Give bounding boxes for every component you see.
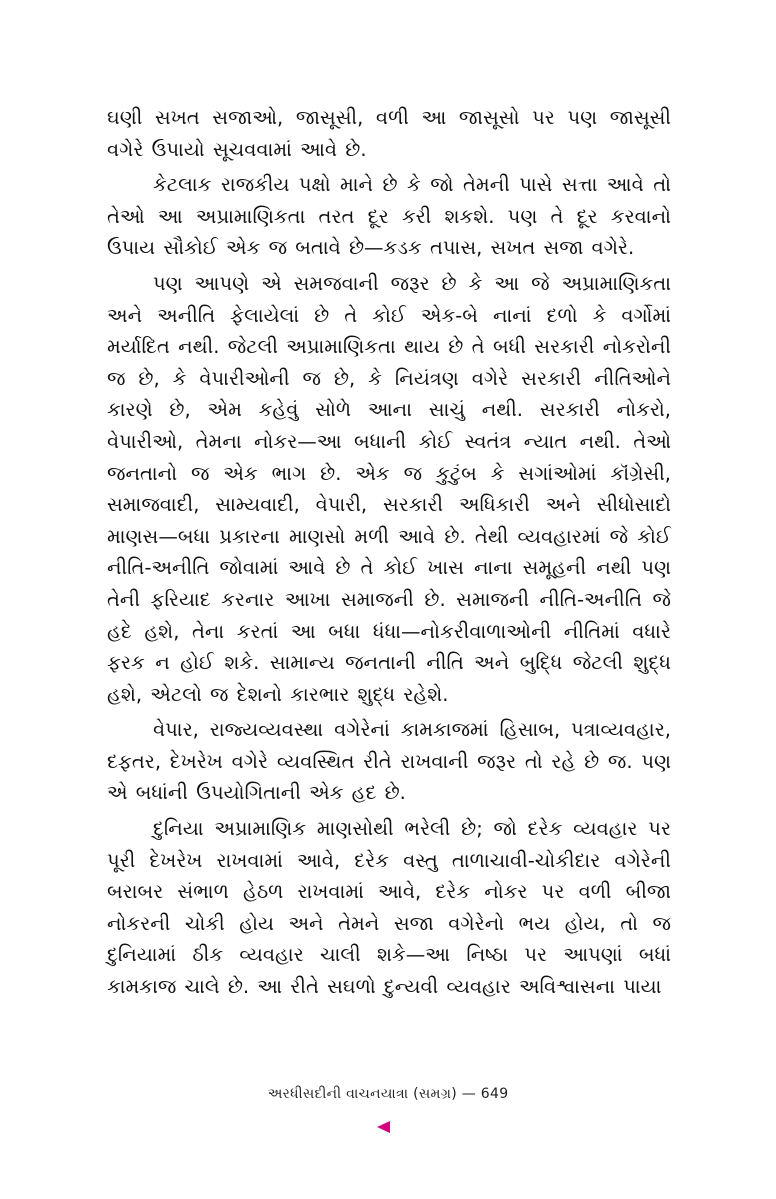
paragraph-5: દુનિયા અપ્રામાણિક માણસોથી ભરેલી છે; જો દરેક વ્યવહાર પર પૂરી દેખરેખ રાખવામાં આવે, દરેક વસ્તુ તાળાચાવી-ચોકીદાર વગેરેની બરાબર સંભાળ હેઠળ રાખવામાં આવે, દરેક નોકર પર વળી બીજા નોકરની ચોકી હોય અને તેમને સજા વગેરેનો ભય હોય, તો જ દુનિયામાં ઠીક વ્યવહાર ચાલી શકે—આ નિષ્ઠા પર આપણાં બધાં કામકાજ ચાલે છે. આ રીતે સઘળો દુન્યવી વ્યવહાર અવિશ્વાસના પાયા	[107, 817, 671, 999]
paragraph-1: ઘણી સખત સજાઓ, જાસૂસી, વળી આ જાસૂસો પર પણ જાસૂસી વગેરે ઉપાયો સૂચવવામાં આવે છે.	[107, 106, 671, 161]
body-text	[107, 102, 671, 1003]
paragraph-4: વેપાર, રાજ્યવ્યવસ્થા વગેરેનાં કામકાજમાં હિસાબ, પત્રાવ્યવહાર, દફતર, દેખરેખ વગેરે વ્યવસ્થિત રીતે રાખવાની જરૂર તો રહે છે જ. પણ એ બધાંની ઉપયોગિતાની એક હદ છે.	[107, 718, 671, 805]
paragraph-2: કેટલાક રાજકીય પક્ષો માને છે કે જો તેમની પાસે સત્તા આવે તો તેઓ આ અપ્રામાણિકતા તરત દૂર કરી શકશે. પણ તે દૂર કરવાનો ઉપાય સૌકોઈ એક જ બતાવે છે—કડક તપાસ, સખત સજા વગેરે.	[107, 173, 671, 260]
paragraph-3: પણ આપણે એ સમજવાની જરૂર છે કે આ જે અપ્રામાણિકતા અને અનીતિ ફેલાયેલાં છે તે કોઈ એક-બે નાનાં દળો કે વર્ગોમાં મર્યાદિત નથી. જેટલી અપ્રામાણિકતા થાય છે તે બધી સરકારી નોકરોની જ છે, કે વેપારીઓની જ છે, કે નિયંત્રણ વગેરે સરકારી નીતિઓને કારણે છે, એમ કહેવું સોળે આના સાચું નથી. સરકારી નોકરો, વેપારીઓ, તેમના નોકર—આ બધાની કોઈ સ્વતંત્ર ન્યાત નથી. તેઓ જનતાનો જ એક ભાગ છે. એક જ કુટુંબ કે સગાંઓમાં કૉંગ્રેસી, સમાજવાદી, સામ્યવાદી, વેપારી, સરકારી અધિકારી અને સીધોસાદો માણસ—બધા પ્રકારના માણસો મળી આવે છે. તેથી વ્યવહારમાં જે કોઈ નીતિ-અનીતિ જોવામાં આવે છે તે કોઈ ખાસ નાના સમૂહની નથી પણ તેની ફરિયાદ કરનાર આખા સમાજની છે. સમાજની નીતિ-અનીતિ જે હદે હશે, તેના કરતાં આ બધા ધંધા—નોકરીવાળાઓની નીતિમાં વધારે ફરક ન હોઈ શકે. સામાન્ય જનતાની નીતિ અને બુદ્ધિ જેટલી શુદ્ધ હશે, એટલો જ દેશનો કારભાર શુદ્ધ રહેશે.	[107, 271, 671, 706]
previous-page-icon[interactable]	[377, 1121, 390, 1133]
page-footer: અરધીસદીની વાચનયાત્રા (સમગ્ર) — 649	[267, 1086, 509, 1102]
